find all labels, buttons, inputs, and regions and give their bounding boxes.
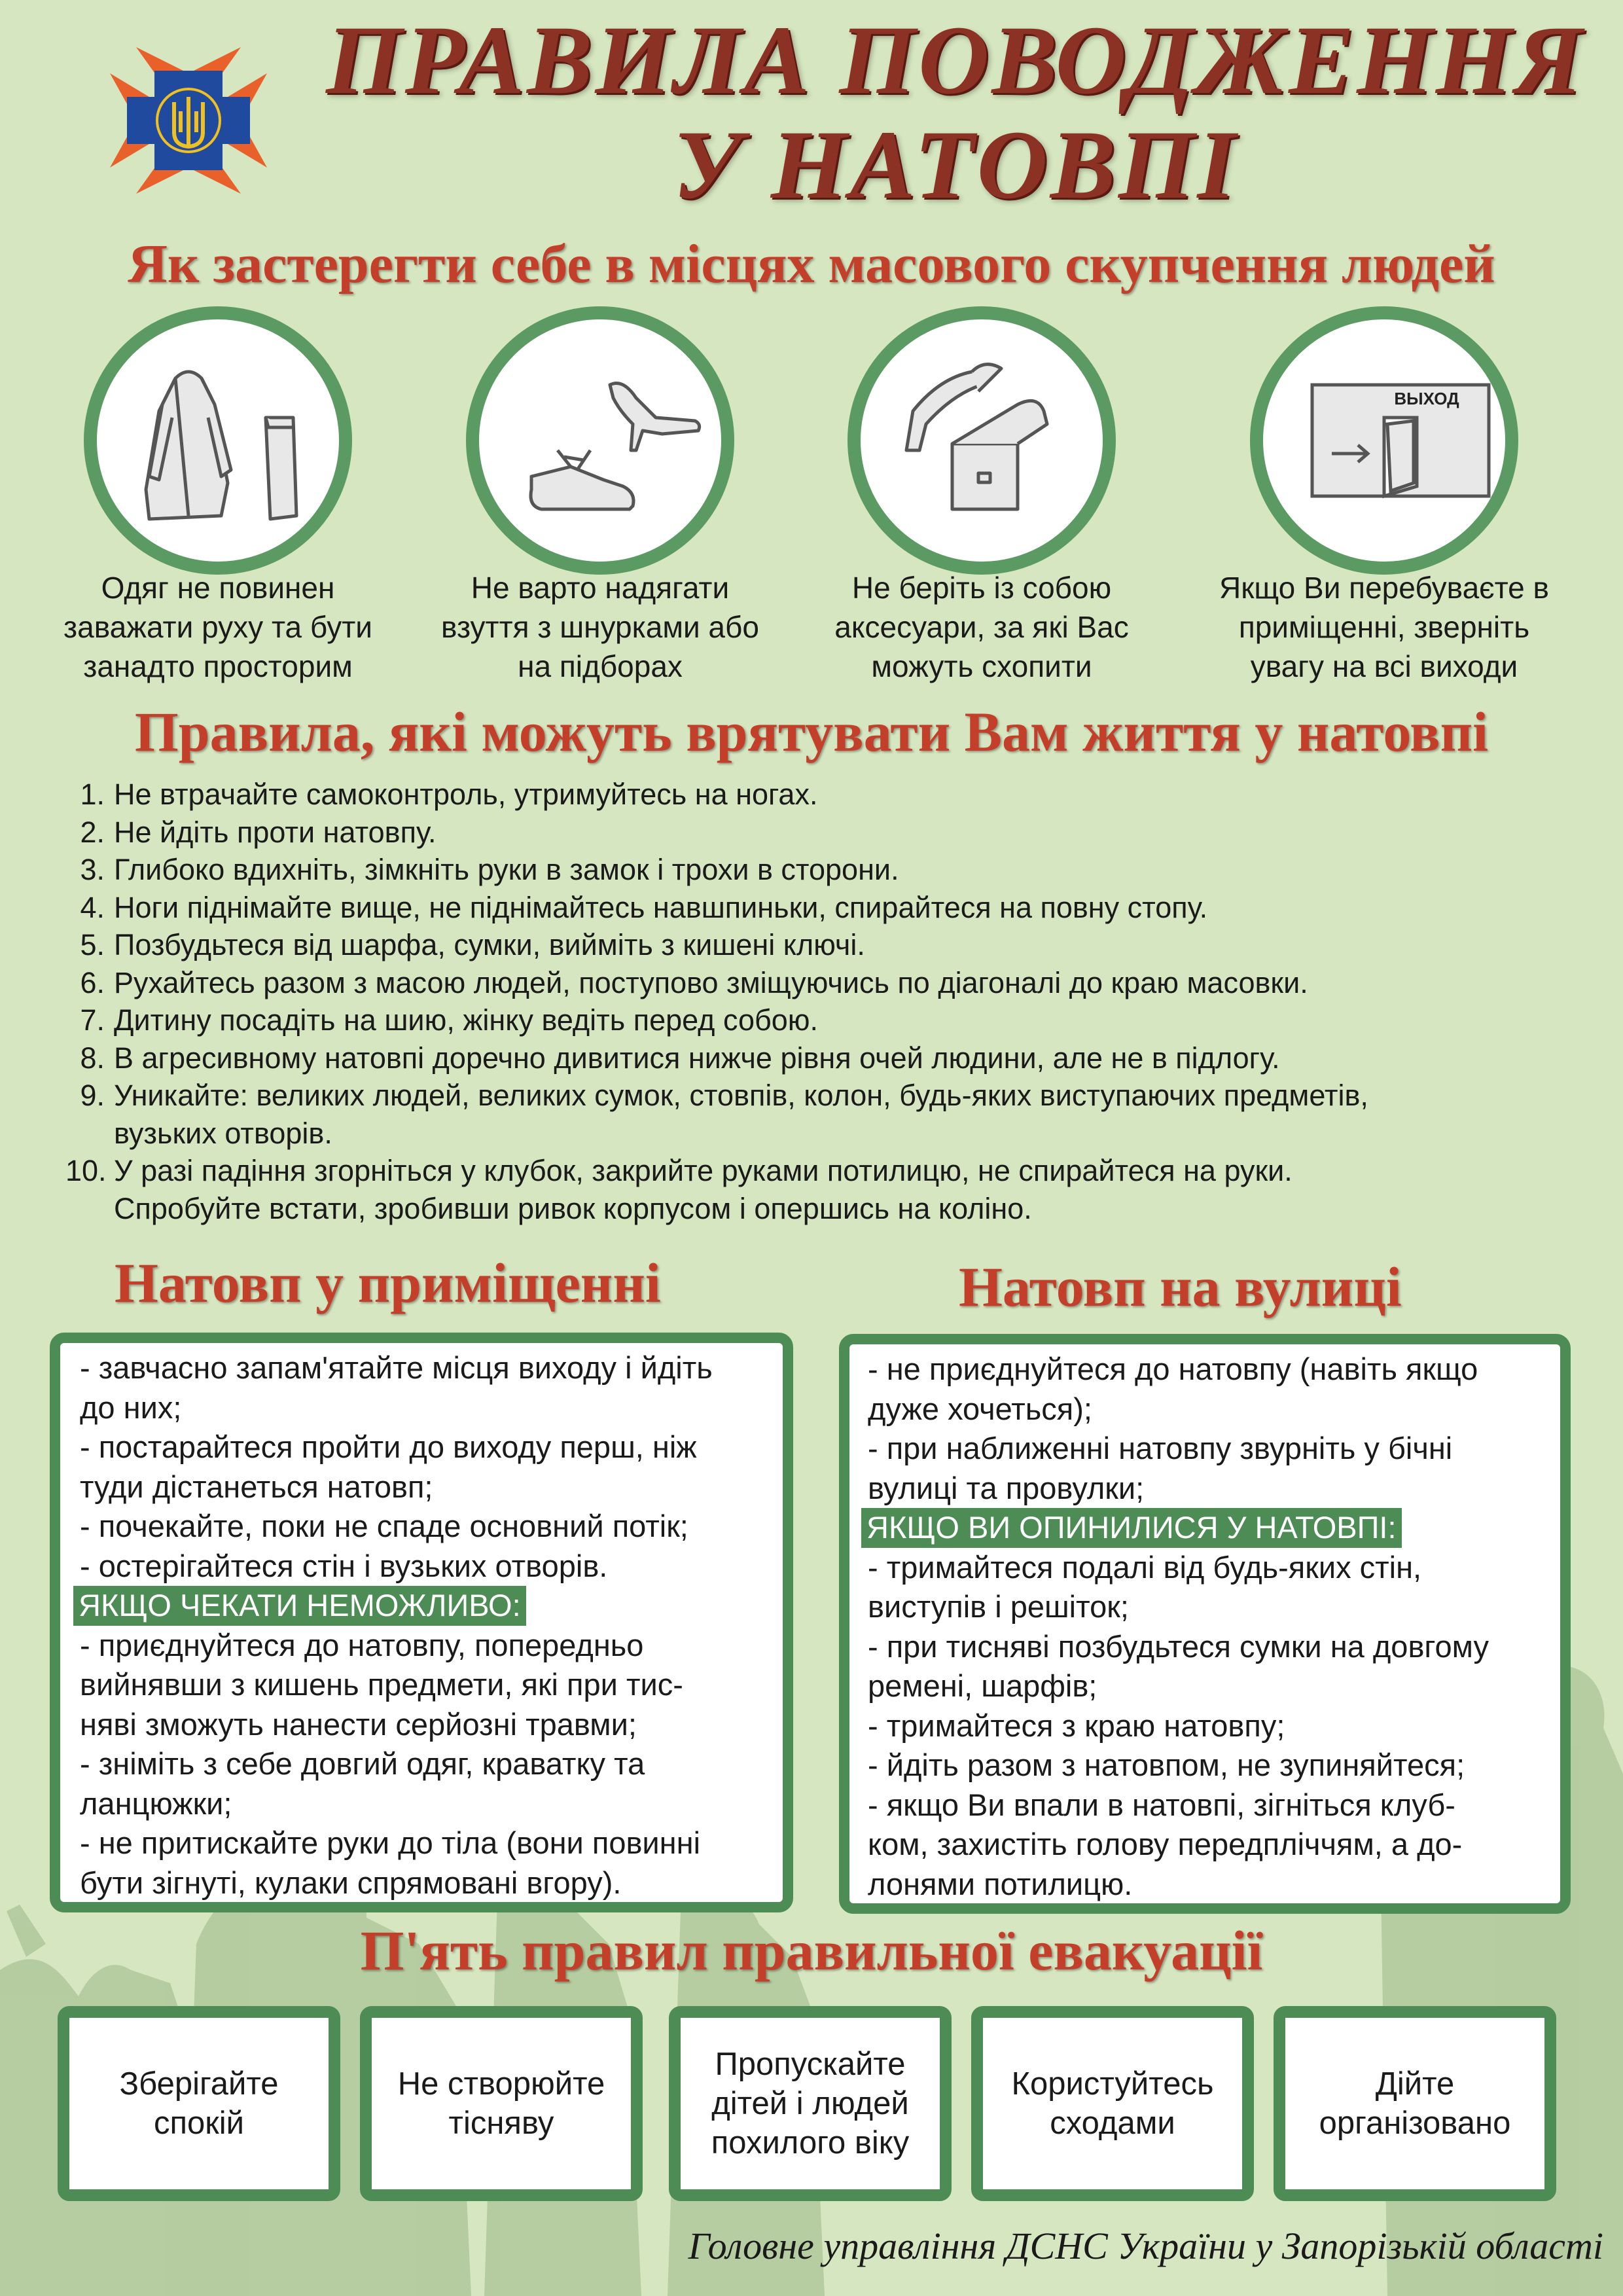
box-line: - при тисняві позбудьтеся сумки на довгому bbox=[868, 1628, 1489, 1664]
box-line: лонями потилицю. bbox=[868, 1866, 1133, 1901]
tip-text-exits: Якщо Ви перебуваєте в приміщенні, зверніть увагу на всі виходи bbox=[1219, 571, 1549, 683]
evacuation-heading: П'ять правил правильної евакуації bbox=[360, 1919, 1263, 1982]
tip-circle-clothes bbox=[84, 306, 352, 575]
box-line: - йдіть разом з натовпом, не зупиняйтеся; bbox=[868, 1748, 1465, 1782]
box-line: бути зігнуті, кулаки спрямовані вгору). bbox=[80, 1865, 622, 1900]
box-line: ремені, шарфів; bbox=[868, 1668, 1097, 1703]
evacuation-rule-card: Дійте організовано bbox=[1274, 2006, 1556, 2201]
box-line: - тримайтеся з краю натовпу; bbox=[868, 1708, 1285, 1743]
box-line: вулиці та провулки; bbox=[868, 1470, 1145, 1505]
box-line: до них; bbox=[80, 1390, 182, 1425]
box-line: - якщо Ви впали в натовпі, зігніться клуб- bbox=[868, 1787, 1455, 1822]
rule-item-continued: вузьких отворів. bbox=[114, 1116, 332, 1150]
box-line: виступів і решіток; bbox=[868, 1589, 1129, 1624]
box-line: ланцюжки; bbox=[80, 1785, 232, 1821]
rule-item: 2. Не йдіть проти натовпу. bbox=[80, 815, 437, 849]
box-line: - остерігайтеся стін і вузьких отворів. bbox=[80, 1548, 608, 1583]
street-rules-box bbox=[839, 1334, 1571, 1914]
rules-list bbox=[65, 776, 1597, 1227]
rule-item: 5. Позбудьтеся від шарфа, сумки, вийміть з кишені ключі. bbox=[80, 928, 865, 961]
rule-item: 1. Не втрачайте самоконтроль, утримуйтесь на ногах. bbox=[80, 778, 818, 811]
box-line: - завчасно запам'ятайте місця виходу і йдіть bbox=[80, 1350, 713, 1385]
tip-circle-scarf-bag bbox=[847, 306, 1116, 575]
page-subtitle: Як застерегти себе в місцях масового скупчення людей bbox=[128, 234, 1495, 295]
rules-heading: Правила, які можуть врятувати Вам життя у натовпі bbox=[134, 700, 1489, 763]
rule-item: 9. Уникайте: великих людей, великих сумок, стовпів, колон, будь-яких виступаючих предметів, bbox=[80, 1079, 1368, 1112]
evacuation-rule-card: Не створюйте тісняву bbox=[360, 2006, 643, 2201]
box-line: туди дістанеться натовп; bbox=[80, 1469, 433, 1504]
box-line: ком, захистіть голову передпліччям, а до- bbox=[868, 1827, 1463, 1861]
dsns-emblem-icon bbox=[90, 34, 287, 207]
rule-item: 7. Дитину посадіть на шию, жінку ведіть перед собою. bbox=[80, 1003, 819, 1037]
tip-circle-exit bbox=[1250, 306, 1518, 575]
exit-sign-label: ВЫХОД bbox=[1394, 389, 1459, 408]
rule-item: 10. У разі падіння згорніться у клубок, закрийте руками потилицю, не спирайтеся на руки. bbox=[65, 1154, 1293, 1187]
rule-item: 6. Рухайтесь разом з масою людей, поступово зміщуючись по діагоналі до краю масовки. bbox=[80, 965, 1308, 999]
box-line: дуже хочеться); bbox=[868, 1391, 1092, 1426]
box-line: - не приєднуйтеся до натовпу (навіть якщо bbox=[868, 1352, 1478, 1386]
rule-item: 8. В агресивному натовпі доречно дивитися нижче рівня очей людини, але не в підлогу. bbox=[80, 1041, 1280, 1075]
box-line: - зніміть з себе довгий одяг, краватку та bbox=[80, 1746, 645, 1781]
shoes-icon bbox=[479, 319, 721, 562]
evacuation-rule-card: Зберігайте спокій bbox=[58, 2006, 340, 2201]
scarf-bag-icon bbox=[861, 319, 1103, 562]
exit-icon bbox=[1263, 319, 1505, 562]
tip-text-shoes: Не варто надягати взуття з шнурками або на підборах bbox=[441, 571, 759, 683]
rule-item: 4. Ноги піднімайте вище, не піднімайтесь навшпиньки, спирайтеся на повну стопу. bbox=[80, 890, 1208, 924]
box-line: няві зможуть нанести серйозні травми; bbox=[80, 1706, 637, 1742]
tip-text-accessories: Не беріть із собою аксесуари, за які Вас можуть схопити bbox=[834, 571, 1129, 683]
footer-organization: Головне управління ДСНС України у Запорізькій області bbox=[688, 2225, 1603, 2267]
indoor-heading: Натовп у приміщенні bbox=[115, 1251, 661, 1314]
indoor-rules-box bbox=[50, 1333, 793, 1912]
box-line: - постарайтеся пройти до виходу перш, ніж bbox=[80, 1429, 697, 1464]
box-line: - не притискайте руки до тіла (вони повинні bbox=[80, 1825, 701, 1860]
box-line: - почекайте, поки не спаде основний потік; bbox=[80, 1509, 688, 1543]
street-highlight: ЯКЩО ВИ ОПИНИЛИСЯ У НАТОВПІ: bbox=[861, 1508, 1402, 1548]
box-line: вийнявши з кишень предмети, які при тис- bbox=[80, 1667, 683, 1702]
street-heading: Натовп на вулиці bbox=[959, 1255, 1402, 1318]
evacuation-rule-card: Пропускайте дітей і людей похилого віку bbox=[669, 2006, 952, 2201]
indoor-highlight: ЯКЩО ЧЕКАТИ НЕМОЖЛИВО: bbox=[73, 1586, 526, 1626]
box-line: - тримайтеся подалі від будь-яких стін, bbox=[868, 1549, 1422, 1585]
rule-item-continued: Спробуйте встати, зробивши ривок корпусом і опершись на коліно. bbox=[114, 1191, 1032, 1225]
box-line: - приєднуйтеся до натовпу, попередньо bbox=[80, 1627, 644, 1662]
page-title-line2: У НАТОВПІ bbox=[673, 111, 1238, 219]
clothes-icon bbox=[97, 319, 339, 562]
rule-item: 3. Глибоко вдихніть, зімкніть руки в замок і трохи в сторони. bbox=[80, 853, 899, 886]
box-line: - при наближенні натовпу звурніть у бічні bbox=[868, 1431, 1453, 1465]
page-title-line1: ПРАВИЛА ПОВОДЖЕННЯ bbox=[326, 6, 1585, 115]
tip-text-clothes: Одяг не повинен заважати руху та бути занадто просторим bbox=[63, 571, 372, 683]
evacuation-rule-card: Користуйтесь сходами bbox=[971, 2006, 1254, 2201]
tip-circle-shoes bbox=[466, 306, 734, 575]
